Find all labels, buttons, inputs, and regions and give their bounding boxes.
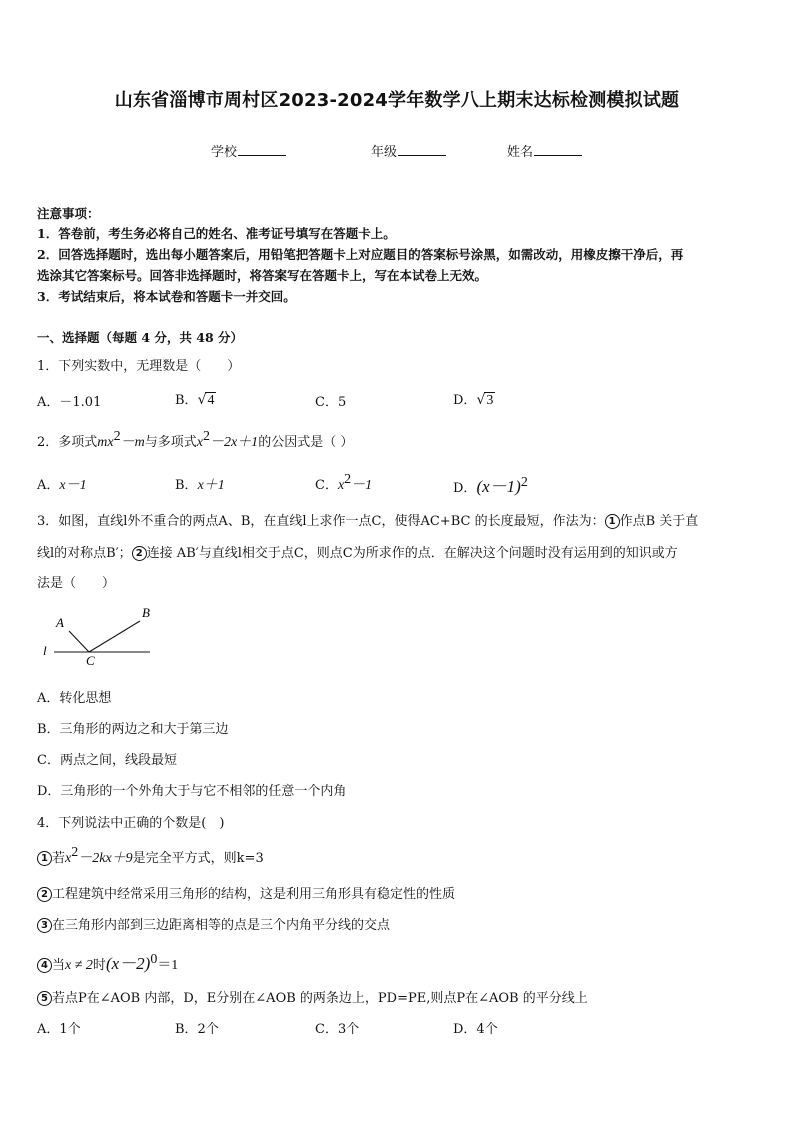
- q3-option-c[interactable]: C．两点之间，线段最短: [37, 753, 177, 768]
- line-l-label: l: [43, 643, 47, 658]
- circled-number: 5: [37, 991, 52, 1006]
- section-heading: 一、选择题（每题 4 分，共 48 分）: [37, 330, 244, 345]
- q2-option-a[interactable]: A．x－1: [37, 478, 87, 493]
- q3-figure: [38, 600, 158, 670]
- q4-option-a[interactable]: A．1个: [37, 1022, 81, 1037]
- segment-cb: [89, 621, 140, 652]
- q3-stem-line3: 法是（ ）: [37, 576, 116, 591]
- q1-option-c[interactable]: C．5: [315, 395, 347, 410]
- circled-number: 2: [132, 546, 147, 561]
- q2-option-d[interactable]: D．$(x-1)^2$: [453, 475, 528, 496]
- q4-statement-3: 3 在三角形内部到三边距离相等的点是三个内角平分线的交点: [37, 914, 390, 933]
- school-field[interactable]: 学校: [211, 141, 286, 160]
- q2-stem: 2．多项式$mx^2-m$与多项式$x^2-2x+1$的公因式是（ ）: [37, 429, 354, 450]
- q2-option-c[interactable]: C．$x^2-1$: [315, 472, 373, 493]
- q3-option-b[interactable]: B．三角形的两边之和大于第三边: [37, 722, 229, 737]
- q4-statement-4: 4 当x ≠ 2时$(x-2)^0=1$: [37, 949, 178, 974]
- q4-option-c[interactable]: C．3个: [315, 1022, 360, 1037]
- circled-number: 3: [37, 918, 52, 933]
- circled-number: 4: [37, 958, 52, 973]
- notice-heading: 注意事项：: [37, 206, 100, 221]
- q1-stem: 1．下列实数中，无理数是（ ）: [37, 359, 241, 374]
- student-info: [0, 141, 794, 161]
- q4-option-b[interactable]: B．2个: [175, 1022, 219, 1037]
- page-title: 山东省淄博市周村区2023-2024学年数学八上期末达标检测模拟试题: [114, 90, 680, 111]
- grade-blank[interactable]: [398, 143, 446, 156]
- q3-stem-line1: 3．如图，直线l外不重合的两点A、B，在直线l上求作一点C，使得AC+BC 的长度最短，作法为： 1 作点B 关于直: [37, 514, 699, 529]
- point-a-label: A: [56, 615, 64, 630]
- q1-option-b[interactable]: B．√4: [175, 392, 215, 408]
- q3-stem-line2: 线l的对称点B′； 2 连接 AB′与直线l相交于点C，则点C为所求作的点．在解决这个问题时没有运用到的知识或方: [37, 546, 678, 561]
- circled-number: 2: [37, 887, 52, 902]
- notice-item: 选涂其它答案标号。回答非选择题时，将答案写在答题卡上，写在本试卷上无效。: [37, 268, 488, 283]
- q3-option-a[interactable]: A．转化思想: [37, 691, 112, 706]
- grade-field[interactable]: 年级: [371, 141, 446, 160]
- segment-ac: [69, 631, 89, 652]
- q4-statement-1: 1 若$x^2-2kx+9$是完全平方式，则k=3: [37, 847, 264, 867]
- q4-option-d[interactable]: D．4个: [453, 1022, 498, 1037]
- q4-statement-2: 2 工程建筑中经常采用三角形的结构，这是利用三角形具有稳定性的性质: [37, 883, 455, 902]
- q3-option-d[interactable]: D．三角形的一个外角大于与它不相邻的任意一个内角: [37, 784, 347, 799]
- q4-statement-5: 5 若点P在∠AOB 内部，D，E分别在∠AOB 的两条边上，PD=PE,则点P在∠AOB 的平分线上: [37, 987, 588, 1006]
- school-blank[interactable]: [238, 143, 286, 156]
- notice-item: 1．答卷前，考生务必将自己的姓名、准考证号填写在答题卡上。: [37, 226, 396, 241]
- notice-item: 2．回答选择题时，选出每小题答案后，用铅笔把答题卡上对应题目的答案标号涂黑，如需改动，用橡皮擦干净后，再: [37, 247, 684, 262]
- q1-option-a[interactable]: A．－1.01: [37, 395, 102, 410]
- radical-icon: √: [197, 392, 207, 408]
- q4-stem: 4．下列说法中正确的个数是( ): [37, 816, 225, 831]
- name-field[interactable]: 姓名: [507, 141, 582, 160]
- name-blank[interactable]: [534, 143, 582, 156]
- radical-icon: √: [476, 392, 486, 408]
- circled-number: 1: [605, 514, 620, 529]
- notice-item: 3．考试结束后，将本试卷和答题卡一并交回。: [37, 289, 296, 304]
- point-c-label: C: [86, 653, 95, 668]
- circled-number: 1: [37, 851, 52, 866]
- point-b-label: B: [142, 605, 150, 620]
- q1-option-d[interactable]: D．√3: [453, 392, 494, 408]
- q2-option-b[interactable]: B．x＋1: [175, 478, 225, 493]
